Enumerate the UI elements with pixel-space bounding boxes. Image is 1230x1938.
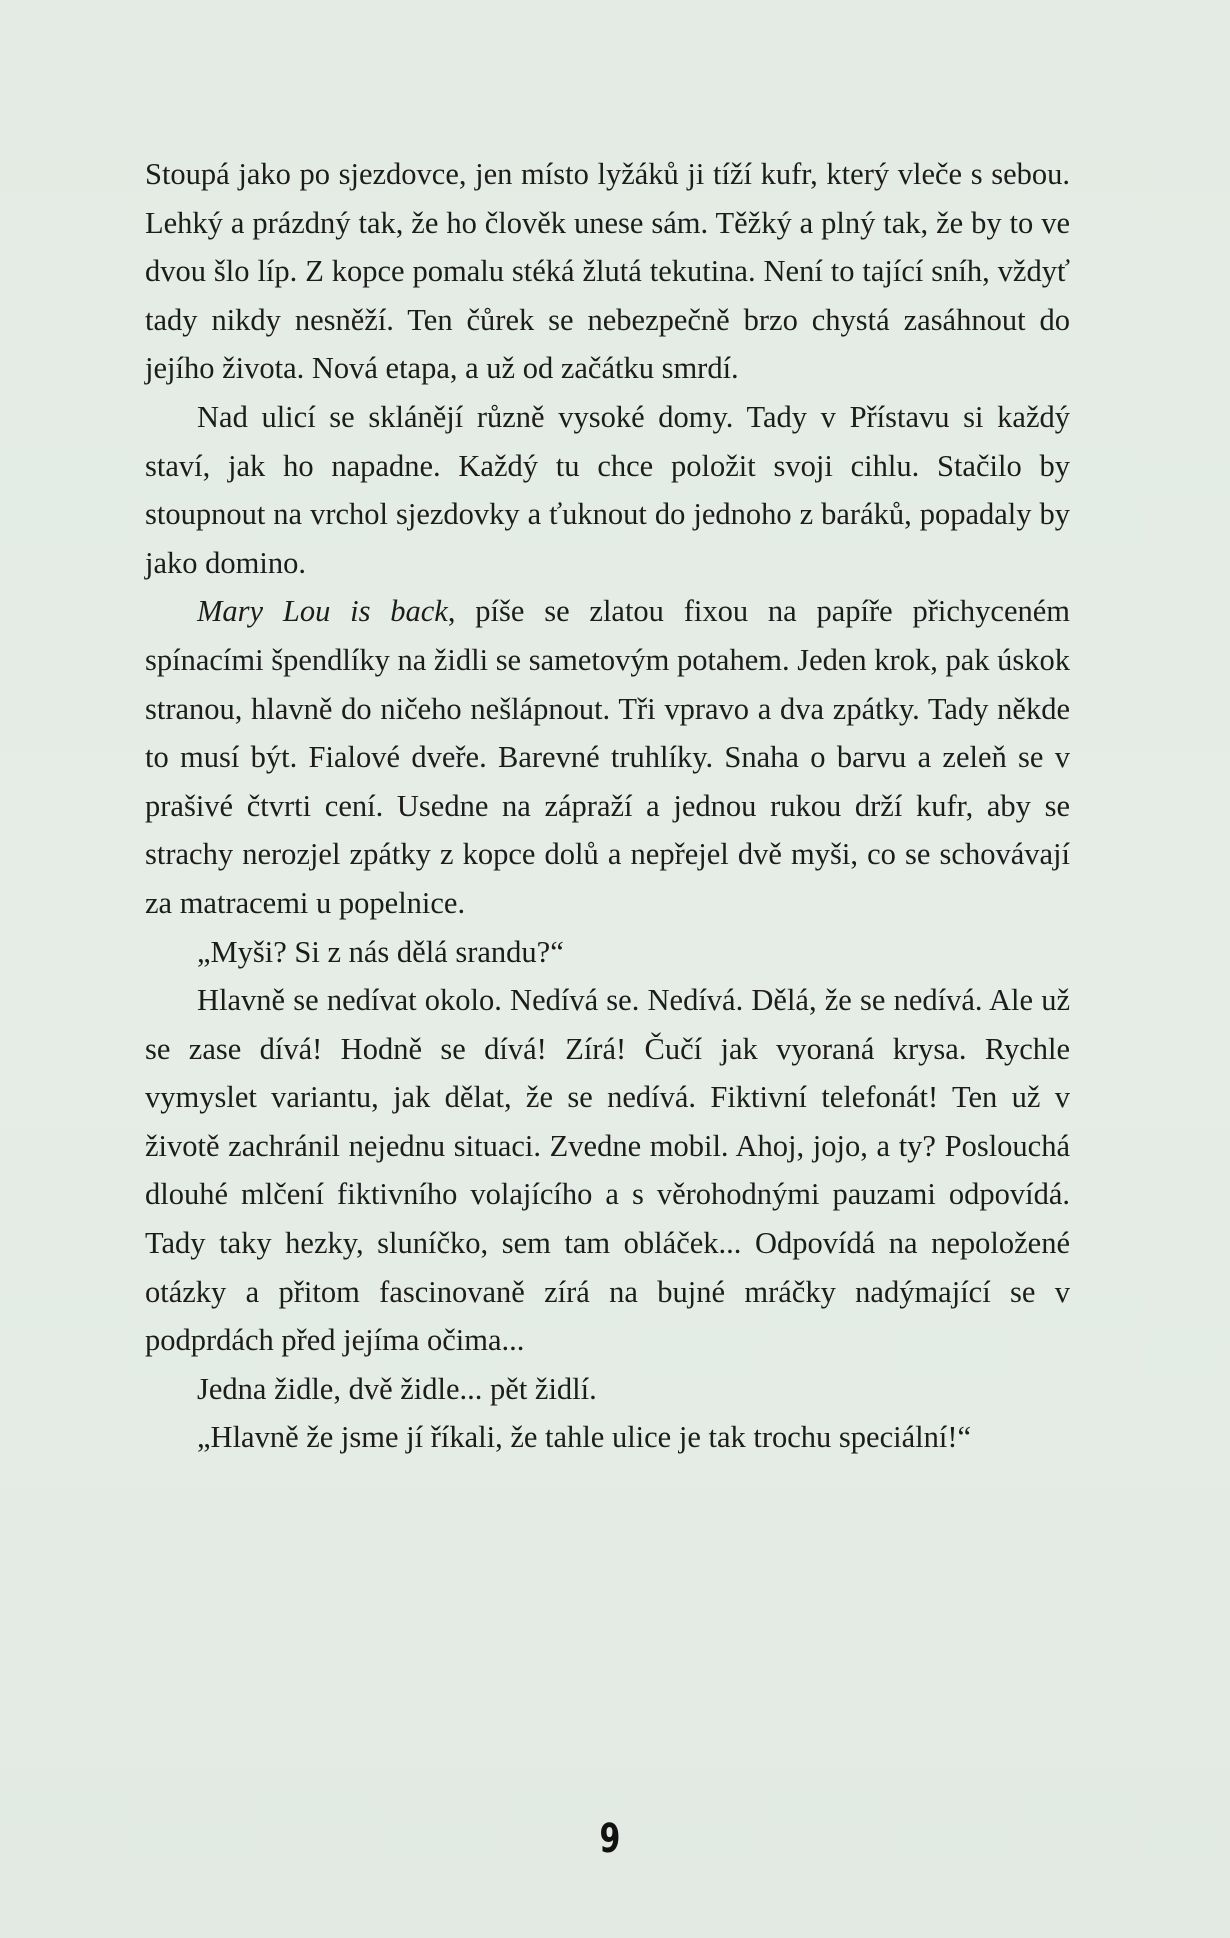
body-text [145, 150, 1070, 1462]
paragraph-1 [145, 150, 1070, 393]
paragraph-6 [145, 1365, 1070, 1414]
paragraph-text: „Hlavně že jsme jí říkali, že tahle ulice je tak trochu speciální!“ [197, 1420, 972, 1455]
paragraph-text: „Myši? Si z nás dělá srandu?“ [197, 934, 564, 969]
paragraph-text: Hlavně se nedívat okolo. Nedívá se. Nedívá. Dělá, že se nedívá. Ale už se zase dívá! Hodně se dívá! Zírá! Čučí jak vyoraná krysa. Rychle vymyslet variantu, jak dělat, že se nedívá. Fiktivní telefonát! Ten už v životě zachránil nejednu situaci. Zvedne mobil. Ahoj, jojo, a ty? Poslouchá dlouhé mlčení fiktivního volajícího a s věrohodnými pauzami odpovídá. Tady taky hezky, sluníčko, sem tam obláček... Odpovídá na nepoložené otázky a přitom fascinovaně zírá na bujné mráčky nadýmající se v podprdách před jejíma očima... [145, 983, 1070, 1358]
paragraph-text: Nad ulicí se sklánějí různě vysoké domy. Tady v Přístavu si každý staví, jak ho napadne. Každý tu chce položit svoji cihlu. Stačilo by stoupnout na vrchol sjezdovky a ťuknout do jednoho z baráků, popadaly by jako domino. [145, 399, 1070, 580]
paragraph-text: Stoupá jako po sjezdovce, jen místo lyžáků ji tíží kufr, který vleče s sebou. Lehký a prázdný tak, že ho člověk unese sám. Těžký a plný tak, že by to ve dvou šlo líp. Z kopce pomalu stéká žlutá tekutina. Není to tající sníh, vždyť tady nikdy nesněží. Ten čůrek se nebezpečně brzo chystá zasáhnout do jejího života. Nová etapa, a už od začátku smrdí. [145, 157, 1070, 386]
paragraph-4 [145, 928, 1070, 977]
paragraph-5 [145, 976, 1070, 1365]
italic-title: Mary Lou is back [197, 594, 448, 629]
paragraph-text: Jedna židle, dvě židle... pět židlí. [197, 1371, 597, 1406]
paragraph-text: , píše se zlatou fixou na papíře přichyceném spínacími špendlíky na židli se sametovým potahem. Jeden krok, pak úskok stranou, hlavně do ničeho nešlápnout. Tři vpravo a dva zpátky. Tady někde to musí být. Fialové dveře. Barevné truhlíky. Snaha o barvu a zeleň se v prašivé čtvrti cení. Usedne na zápraží a jednou rukou drží kufr, aby se strachy nerozjel zpátky z kopce dolů a nepřejel dvě myši, co se schovávají za matracemi u popelnice. [145, 594, 1070, 920]
paragraph-3 [145, 587, 1070, 927]
paragraph-2 [145, 393, 1070, 587]
page-number: 9 [599, 1816, 621, 1862]
paragraph-7 [145, 1413, 1070, 1462]
